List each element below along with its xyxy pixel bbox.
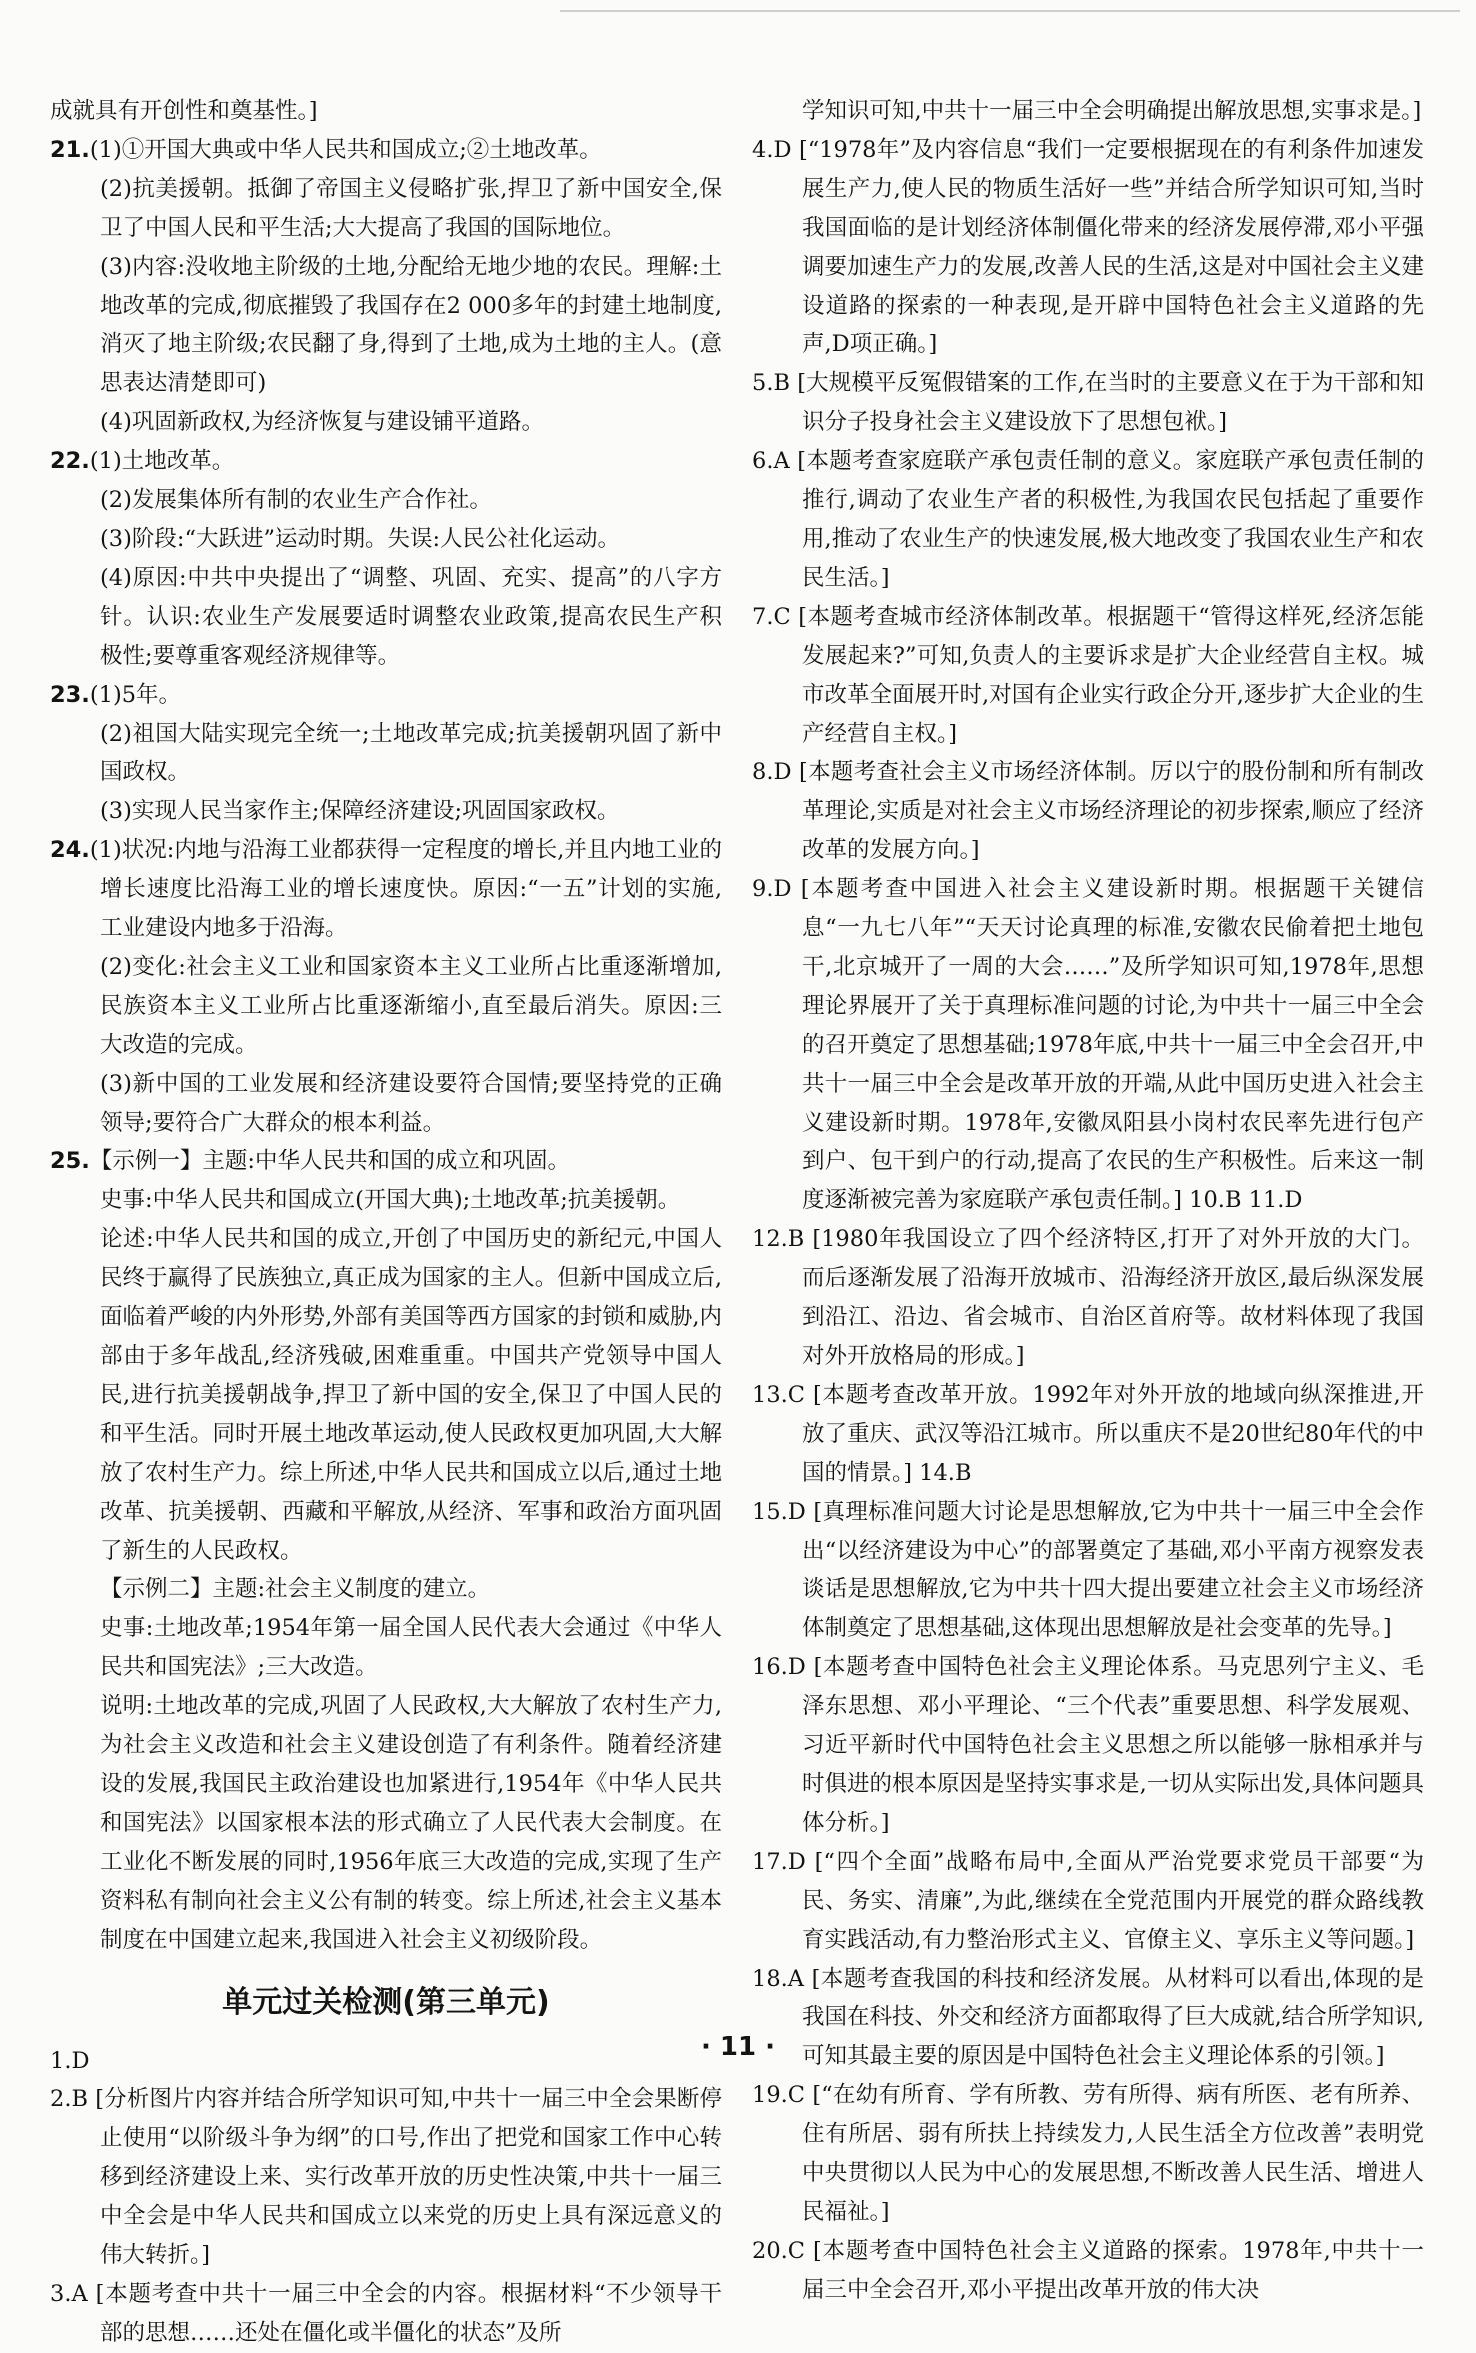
answer-20: 20.C [本题考查中国特色社会主义道路的探索。1978年,中共十一届三中全会召开,邓小平提出改革开放的伟大决 [752, 2237, 1424, 2303]
answer-17: 17.D [“四个全面”战略布局中,全面从严治党要求党员干部要“为民、务实、清廉”,为此,继续在全党范围内开展党的群众路线教育实践活动,有力整治形式主义、官僚主义、享乐主义等问题。] [752, 1848, 1424, 1953]
q22-text1: (1)土地改革。 [89, 448, 235, 475]
q21-part1 [50, 131, 722, 170]
q25-part5: 史事:土地改革;1954年第一届全国人民代表大会通过《中华人民共和国宪法》;三大改造。 [100, 1615, 722, 1681]
answer-8: 8.D [本题考查社会主义市场经济体制。厉以宁的股份制和所有制改革理论,实质是对社会主义市场经济理论的初步探索,顺应了经济改革的发展方向。] [752, 759, 1424, 864]
q23-part2: (2)祖国大陆实现完全统一;土地改革完成;抗美援朝巩固了新中国政权。 [100, 720, 722, 786]
answer-3: 3.A [本题考查中共十一届三中全会的内容。根据材料“不少领导干部的思想……还处在僵化或半僵化的状态”及所 [50, 2280, 722, 2346]
answer-7: 7.C [本题考查城市经济体制改革。根据题干“管得这样死,经济怎能发展起来?”可知,负责人的主要诉求是扩大企业经营自主权。城市改革全面展开时,对国有企业实行政企分开,逐步扩大企业的生产经营自主权。] [752, 603, 1424, 747]
answer-19: 19.C [“在幼有所育、学有所教、劳有所得、病有所医、老有所养、住有所居、弱有所扶上持续发力,人民生活全方位改善”表明党中央贯彻以人民为中心的发展思想,不断改善人民生活、增进人民福祉。] [752, 2082, 1424, 2225]
q22-part4: (4)原因:中共中央提出了“调整、巩固、充实、提高”的八字方针。认识:农业生产发展要适时调整农业政策,提高农民生产积极性;要尊重客观经济规律等。 [100, 564, 722, 669]
answer-13: 13.C [本题考查改革开放。1992年对外开放的地域向纵深推进,开放了重庆、武汉等沿江城市。所以重庆不是20世纪80年代的中国的情景。] 14.B [752, 1381, 1424, 1486]
q22-number: 22. [50, 448, 90, 475]
q21-part3: (3)内容:没收地主阶级的土地,分配给无地少地的农民。理解:土地改革的完成,彻底摧毁了我国存在2 000多年的封建土地制度,消灭了地主阶级;农民翻了身,得到了土地,成为土地的主人。(意思表达清楚即可) [100, 253, 722, 397]
answer-6: 6.A [本题考查家庭联产承包责任制的意义。家庭联产承包责任制的推行,调动了农业生产者的积极性,为我国农民包括起了重要作用,推动了农业生产的快速发展,极大地改变了我国农业生产和农民生活。] [752, 448, 1424, 591]
q21-part4: (4)巩固新政权,为经济恢复与建设铺平道路。 [100, 409, 545, 436]
answer-5: 5.B [大规模平反冤假错案的工作,在当时的主要意义在于为干部和知识分子投身社会主义建设放下了思想包袱。] [752, 370, 1424, 436]
answer-1: 1.D [50, 2047, 90, 2074]
q23-part1 [50, 676, 722, 715]
answer-16: 16.D [本题考查中国特色社会主义理论体系。马克思列宁主义、毛泽东思想、邓小平理论、“三个代表”重要思想、科学发展观、习近平新时代中国特色社会主义思想之所以能够一脉相承并与时俱进的根本原因是坚持实事求是,一切从实际出发,具体问题具体分析。] [752, 1654, 1424, 1836]
q22-part3: (3)阶段:“大跃进”运动时期。失误:人民公社化运动。 [100, 525, 621, 552]
q25-part1 [50, 1142, 722, 1181]
q23-number: 23. [50, 681, 90, 708]
q25-part4: 【示例二】主题:社会主义制度的建立。 [100, 1576, 491, 1603]
q25-part3: 论述:中华人民共和国的成立,开创了中国历史的新纪元,中国人民终于赢得了民族独立,真正成为国家的主人。但新中国成立后,面临着严峻的内外形势,外部有美国等西方国家的封锁和威胁,内部由于多年战乱,经济残破,困难重重。中国共产党领导中国人民,进行抗美援朝战争,捍卫了新中国的安全,保卫了中国人民的和平生活。同时开展土地改革运动,使人民政权更加巩固,大大解放了农村生产力。综上所述,中华人民共和国成立以后,通过土地改革、抗美援朝、西藏和平解放,从经济、军事和政治方面巩固了新生的人民政权。 [100, 1226, 722, 1564]
answer-2: 2.B [分析图片内容并结合所学知识可知,中共十一届三中全会果断停止使用“以阶级斗争为纲”的口号,作出了把党和国家工作中心转移到经济建设上来、实行改革开放的历史性决策,中共十一届三中全会是中华人民共和国成立以来党的历史上具有深远意义的伟大转折。] [50, 2086, 722, 2269]
q22-part2: (2)发展集体所有制的农业生产合作社。 [100, 487, 492, 514]
q24-part3: (3)新中国的工业发展和经济建设要符合国情;要坚持党的正确领导;要符合广大群众的根本利益。 [100, 1070, 722, 1136]
q25-part6: 说明:土地改革的完成,巩固了人民政权,大大解放了农村生产力,为社会主义改造和社会主义建设创造了有利条件。随着经济建设的发展,我国民主政治建设也加紧进行,1954年《中华人民共和国宪法》以国家根本法的形式确立了人民代表大会制度。在工业化不断发展的同时,1956年底三大改造的完成,实现了生产资料私有制向社会主义公有制的转变。综上所述,社会主义基本制度在中国建立起来,我国进入社会主义初级阶段。 [100, 1693, 722, 1953]
answer-9: 9.D [本题考查中国进入社会主义建设新时期。根据题干关键信息“一九七八年”“天天讨论真理的标准,安徽农民偷着把土地包干,北京城开了一周的大会……”及所学知识可知,1978年,思想理论界展开了关于真理标准问题的讨论,为中共十一届三中全会的召开奠定了思想基础;1978年底,中共十一届三中全会召开,中共十一届三中全会是改革开放的开端,从此中国历史进入社会主义建设新时期。1978年,安徽凤阳县小岗村农民率先进行包产到户、包干到户的行动,提高了农民的生产积极性。后来这一制度逐渐被完善为家庭联产承包责任制。] 10.B 11.D [752, 876, 1424, 1214]
answer-4: 4.D [“1978年”及内容信息“我们一定要根据现在的有利条件加速发展生产力,使人民的物质生活好一些”并结合所学知识可知,当时我国面临的是计划经济体制僵化带来的经济发展停滞,邓小平强调要加速生产力的发展,改善人民的生活,这是对中国社会主义建设道路的探索的一种表现,是开辟中国特色社会主义道路的先声,D项正确。] [752, 136, 1424, 358]
q23-part3: (3)实现人民当家作主;保障经济建设;巩固国家政权。 [100, 798, 620, 825]
q24-number: 24. [50, 837, 90, 864]
q23-text1: (1)5年。 [89, 681, 182, 708]
q22-part1 [50, 442, 722, 481]
answer-12: 12.B [1980年我国设立了四个经济特区,打开了对外开放的大门。而后逐渐发展了沿海开放城市、沿海经济开放区,最后纵深发展到沿江、沿边、省会城市、自治区首府等。故材料体现了我国对外开放格局的形成。] [752, 1226, 1424, 1369]
q21-number: 21. [50, 136, 90, 163]
left-column [50, 92, 722, 2353]
intro-text: 成就具有开创性和奠基性。] [50, 98, 318, 124]
q24-part2: (2)变化:社会主义工业和国家资本主义工业所占比重逐渐增加,民族资本主义工业所占比重逐渐缩小,直至最后消失。原因:三大改造的完成。 [100, 953, 722, 1058]
q25-text1: 【示例一】主题:中华人民共和国的成立和巩固。 [89, 1148, 570, 1175]
q21-part2: (2)抗美援朝。抵御了帝国主义侵略扩张,捍卫了新中国安全,保卫了中国人民和平生活;大大提高了我国的国际地位。 [100, 175, 722, 241]
top-rule [560, 10, 1460, 12]
answer-15: 15.D [真理标准问题大讨论是思想解放,它为中共十一届三中全会作出“以经济建设为中心”的部署奠定了基础,邓小平南方视察发表谈话是思想解放,它为中共十四大提出要建立社会主义市场经济体制奠定了思想基础,这体现出思想解放是社会变革的先导。] [752, 1498, 1424, 1642]
answer-18: 18.A [本题考查我国的科技和经济发展。从材料可以看出,体现的是我国在科技、外交和经济方面都取得了巨大成就,结合所学知识,可知其最主要的原因是中国特色社会主义理论体系的引领。] [752, 1965, 1424, 2070]
q24-text1: (1)状况:内地与沿海工业都获得一定程度的增长,并且内地工业的增长速度比沿海工业的增长速度快。原因:“一五”计划的实施,工业建设内地多于沿海。 [89, 837, 722, 942]
right-column [752, 92, 1424, 2310]
q24-part1 [50, 831, 722, 948]
page-number: · 11 · [700, 2032, 776, 2062]
q25-number: 25. [50, 1148, 90, 1175]
q21-text1: (1)①开国大典或中华人民共和国成立;②土地改革。 [89, 136, 602, 163]
section-title: 单元过关检测(第三单元) [222, 1984, 550, 2020]
answer-3-continued: 学知识可知,中共十一届三中全会明确提出解放思想,实事求是。] [802, 98, 1422, 124]
q25-part2: 史事:中华人民共和国成立(开国大典);土地改革;抗美援朝。 [100, 1187, 681, 1214]
